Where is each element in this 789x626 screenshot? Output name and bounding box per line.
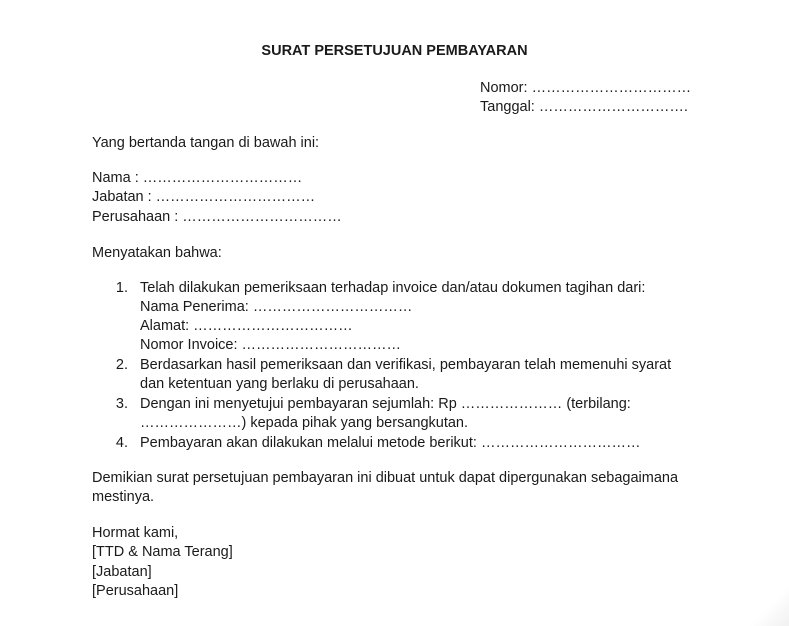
- signature-company: [Perusahaan]: [92, 583, 179, 599]
- list-item-line: Telah dilakukan pemeriksaan terhadap invoice dan/atau dokumen tagihan dari:: [140, 280, 646, 296]
- nama-penerima-field: Nama Penerima: ……………………………: [140, 299, 413, 315]
- list-item-line: Dengan ini menyetujui pembayaran sejumlah: Rp ………………… (terbilang:: [140, 396, 631, 412]
- perusahaan-field: Perusahaan : ……………………………: [92, 209, 342, 225]
- closing-text: Demikian surat persetujuan pembayaran ini dibuat untuk dapat dipergunakan sebagaimana: [92, 470, 679, 486]
- document-title: SURAT PERSETUJUAN PEMBAYARAN: [261, 43, 528, 59]
- statement-intro: Menyatakan bahwa:: [92, 245, 222, 261]
- list-item-number: 1.: [115, 280, 128, 296]
- list-item-line: Pembayaran akan dilakukan melalui metode berikut: ……………………………: [140, 435, 641, 451]
- nomor-field: Nomor: ……………………………: [480, 80, 692, 96]
- list-item-line: dan ketentuan yang berlaku di perusahaan.: [140, 376, 419, 392]
- intro-text: Yang bertanda tangan di bawah ini:: [92, 135, 320, 151]
- list-item-line: Berdasarkan hasil pemeriksaan dan verifikasi, pembayaran telah memenuhi syarat: [140, 357, 672, 373]
- tanggal-field: Tanggal: ………………………….: [480, 99, 688, 115]
- list-item-number: 3.: [115, 396, 128, 412]
- list-item-number: 2.: [115, 357, 128, 373]
- list-item-line: …………………) kepada pihak yang bersangkutan.: [140, 415, 469, 431]
- nomor-invoice-field: Nomor Invoice: ……………………………: [140, 337, 402, 353]
- jabatan-field: Jabatan : ……………………………: [92, 189, 316, 205]
- alamat-field: Alamat: ……………………………: [140, 318, 353, 334]
- signature-name: [TTD & Nama Terang]: [92, 544, 233, 560]
- page-corner-shadow: [749, 586, 789, 626]
- signature-greeting: Hormat kami,: [92, 525, 179, 541]
- nama-field: Nama : ……………………………: [92, 170, 303, 186]
- list-item-number: 4.: [115, 435, 128, 451]
- signature-position: [Jabatan]: [92, 564, 152, 580]
- closing-text: mestinya.: [92, 489, 155, 505]
